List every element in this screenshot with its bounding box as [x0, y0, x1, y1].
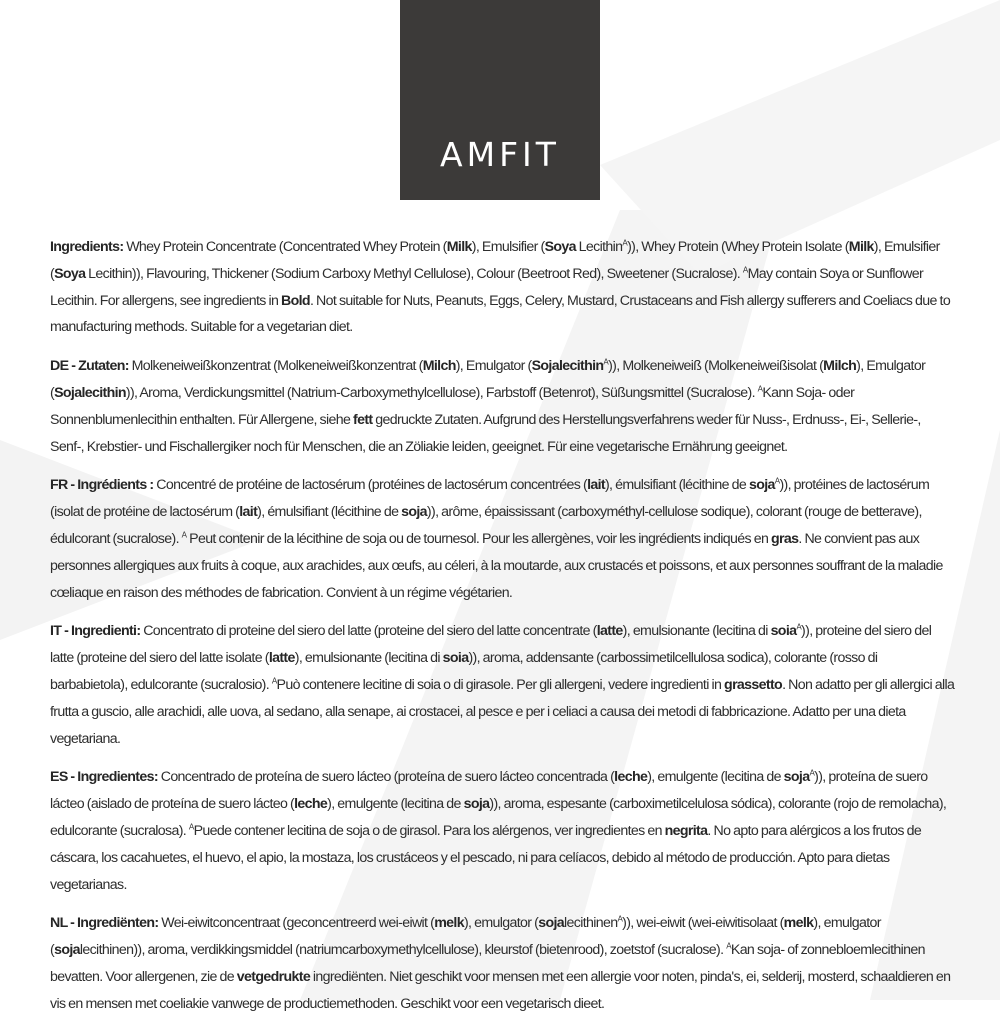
text-run: ), emulsionante (lecitina di — [294, 650, 443, 667]
ingredients-section-en — [50, 234, 955, 341]
bold-text: IT - Ingredienti: — [50, 623, 144, 640]
bold-text: negrita — [664, 822, 708, 839]
bold-text: Milk — [446, 239, 472, 255]
footnote-marker: A — [181, 530, 187, 540]
text-run: )), proteína de suero lácteo (aislado de proteína de suero lácteo ( — [50, 769, 928, 813]
bold-text: grassetto — [724, 676, 783, 693]
text-run: )), Whey Protein (Whey Protein Isolate ( — [627, 239, 849, 255]
text-run: Molkeneiweißkonzentrat (Molkeneiweißkonzentrat ( — [131, 358, 423, 375]
text-run: ), emulgator ( — [50, 915, 881, 959]
text-run: )), proteine del siero del latte (proteine del siero del latte isolate ( — [50, 623, 932, 667]
text-run: ), emulsionante (lecitina di — [622, 623, 771, 640]
text-run: . Not suitable for Nuts, Peanuts, Eggs, Celery, Mustard, Crustaceans and Fish allergy sufferers and Coeliacs due to manufacturing methods. Suitable for a vegetarian diet. — [50, 292, 951, 336]
bold-text: soja — [401, 504, 427, 521]
bold-text: lait — [587, 477, 605, 494]
text-run: ), émulsifiant (lécithine de — [257, 504, 402, 521]
bold-text: Ingredients: — [50, 239, 127, 255]
ingredients-section-de — [50, 353, 955, 460]
footnote-marker: A — [742, 265, 748, 275]
text-run: Puede contener lecitina de soja o de girasol. Para los alérgenos, ver ingredientes en — [193, 822, 665, 839]
ingredients-section-es — [50, 764, 955, 898]
footnote-marker: A — [774, 476, 780, 486]
text-run: . No apto para alérgicos a los frutos de cáscara, los cacahuetes, el huevo, el apio, la mostaza, los crustáceos y el pescado, ni para celíacos, debido al método de producción. Apto para dietas vegetarianas. — [50, 822, 922, 893]
bold-text: lait — [239, 504, 258, 521]
bold-text: Milch — [823, 358, 857, 375]
text-run: ), Emulsifier ( — [50, 239, 940, 282]
bold-text: vetgedrukte — [236, 968, 311, 985]
text-run: May contain Soya or Sunflower Lecithin. For allergens, see ingredients in — [50, 265, 924, 309]
text-run: ingrediënten. Niet geschikt voor mensen met een allergie voor noten, pinda's, ei, selderij, mosterd, schaaldieren en vis en mensen met coeliakie vanwege de productiemethoden. Geschikt voor een vegetarisch dieet. — [50, 968, 951, 1012]
ingredients-section-nl — [50, 910, 955, 1017]
text-run: Concentré de protéine de lactosérum (protéines de lactosérum concentrées ( — [156, 477, 588, 494]
text-run: ), emulgator ( — [463, 915, 539, 932]
footnote-marker: A — [796, 622, 802, 632]
text-run: Concentrado de proteína de suero lácteo (proteína de suero lácteo concentrada ( — [160, 769, 615, 786]
text-run: )), Molkeneiweiß (Molkeneiweißisolat ( — [608, 358, 824, 375]
bold-text: Milch — [422, 358, 456, 375]
footnote-marker: A — [757, 384, 763, 394]
bold-text: Milk — [848, 239, 874, 255]
text-run: Whey Protein Concentrate (Concentrated Whey Protein ( — [126, 239, 447, 255]
text-run: Wei-eiwitconcentraat (geconcentreerd wei-eiwit ( — [161, 915, 435, 932]
footnote-marker: A — [188, 822, 194, 832]
text-run: ), emulgente (lecitina de — [327, 796, 464, 813]
text-run: )), Aroma, Verdickungsmittel (Natrium-Carboxymethylcellulose), Farbstoff (Betenrot), Süßungsmittel (Sucralose). — [125, 384, 758, 401]
bold-text: gras — [771, 530, 799, 547]
text-run: ), Emulgator ( — [455, 358, 532, 375]
bold-text: soja — [54, 942, 80, 959]
bold-text: soia — [442, 650, 469, 667]
text-run: ), Emulsifier ( — [471, 239, 545, 255]
footnote-marker: A — [603, 357, 609, 367]
footnote-marker: A — [271, 676, 277, 686]
text-run: )), protéines de lactosérum (isolat de protéine de lactosérum ( — [50, 477, 930, 521]
text-run: )), aroma, espesante (carboximetilcelulosa sódica), colorante (rojo de remolacha), edulcorante (sucralosa). — [50, 796, 947, 839]
bold-text: latte — [596, 623, 623, 640]
bold-text: Bold — [281, 292, 310, 309]
bold-text: soja — [783, 769, 810, 786]
text-run: ), Emulgator ( — [50, 358, 926, 401]
text-run: )), wei-eiwit (wei-eiwitisolaat ( — [622, 915, 784, 932]
bold-text: melk — [783, 915, 814, 932]
bold-text: melk — [434, 915, 464, 932]
bold-text: DE - Zutaten: — [50, 358, 132, 375]
bold-text: ES - Ingredientes: — [50, 769, 161, 786]
footnote-marker: A — [622, 238, 628, 248]
ingredients-content — [50, 234, 955, 1030]
text-run: Kann Soja- oder Sonnenblumenlecithin enthalten. Für Allergene, siehe — [50, 384, 855, 428]
ingredients-section-it — [50, 618, 955, 752]
footnote-marker: A — [617, 914, 623, 924]
bold-text: fett — [353, 411, 373, 428]
ingredients-section-fr — [50, 472, 955, 606]
bold-text: Sojalecithin — [54, 384, 126, 401]
bold-text: leche — [294, 796, 328, 813]
bold-text: NL - Ingrediënten: — [50, 915, 162, 932]
bold-text: Sojalecithin — [531, 358, 604, 375]
brand-logo: AMFIT — [440, 135, 560, 174]
text-run: . Ne convient pas aux personnes allergiques aux fruits à coque, aux arachides, aux œufs, au céleri, à la moutarde, aux crustacés et poissons, et aux personnes souffrant de la maladie cœliaque en raison des méthodes de fabrication. Convient à un régime végétarien. — [50, 530, 943, 601]
text-run: Lecithin)), Flavouring, Thickener (Sodium Carboxy Methyl Cellulose), Colour (Beetroot Red), Sweetener (Sucralose). — [85, 265, 743, 282]
bold-text: Soya — [54, 265, 86, 282]
text-run: )), aroma, addensante (carbossimetilcellulosa sodica), colorante (rosso di barbabietola), edulcorante (sucralosio). — [50, 650, 878, 693]
text-run: gedruckte Zutaten. Aufgrund des Herstellungsverfahrens weder für Nuss-, Erdnuss-, Ei-, Sellerie-, Senf-, Krebstier- und Fischallergiker noch für Menschen, die an Zöliakie leiden, geeignet. Für eine vegetarische Ernährung geeignet. — [50, 411, 921, 455]
text-run: Concentrato di proteine del siero del latte (proteine del siero del latte concentrate ( — [143, 623, 597, 640]
bold-text: latte — [268, 650, 295, 667]
bold-text: soja — [538, 915, 565, 932]
bold-text: soia — [770, 623, 797, 640]
text-run: Kan soja- of zonnebloemlecithinen bevatten. Voor allergenen, zie de — [50, 942, 925, 985]
bold-text: FR - Ingrédients : — [50, 477, 157, 494]
brand-logo-box — [400, 0, 600, 200]
footnote-marker: A — [726, 941, 731, 951]
text-run: . Non adatto per gli allergici alla frutta a guscio, alle arachidi, alle uova, al sedano, alla senape, ai crostacei, al pesce e per i celiaci a causa dei metodi di fabbricazione. Adatto per una dieta vegetariana. — [50, 676, 955, 747]
text-run: lecithinen)), aroma, verdikkingsmiddel (natriumcarboxymethylcellulose), kleurstof (bietenrood), zoetstof (sucralose). — [79, 942, 727, 959]
text-run: Lecithin — [575, 239, 623, 255]
bold-text: soja — [748, 477, 775, 494]
text-run: )), arôme, épaississant (carboxyméthyl-cellulose sodique), colorant (rouge de betterave), édulcorant (sucralose). — [50, 504, 922, 547]
text-run: Può contenere lecitine di soia o di girasole. Per gli allergeni, vedere ingredienti in — [276, 676, 725, 693]
text-run: Peut contenir de la lécithine de soja ou de tournesol. Pour les allergènes, voir les ingrédients indiqués en — [186, 530, 771, 547]
text-run: lecithinen — [564, 915, 618, 932]
bold-text: leche — [614, 769, 648, 786]
text-run: ), émulsifiant (lécithine de — [604, 477, 749, 494]
footnote-marker: A — [809, 768, 815, 778]
bold-text: soja — [463, 796, 490, 813]
bold-text: Soya — [544, 239, 576, 255]
text-run: ), emulgente (lecitina de — [647, 769, 784, 786]
